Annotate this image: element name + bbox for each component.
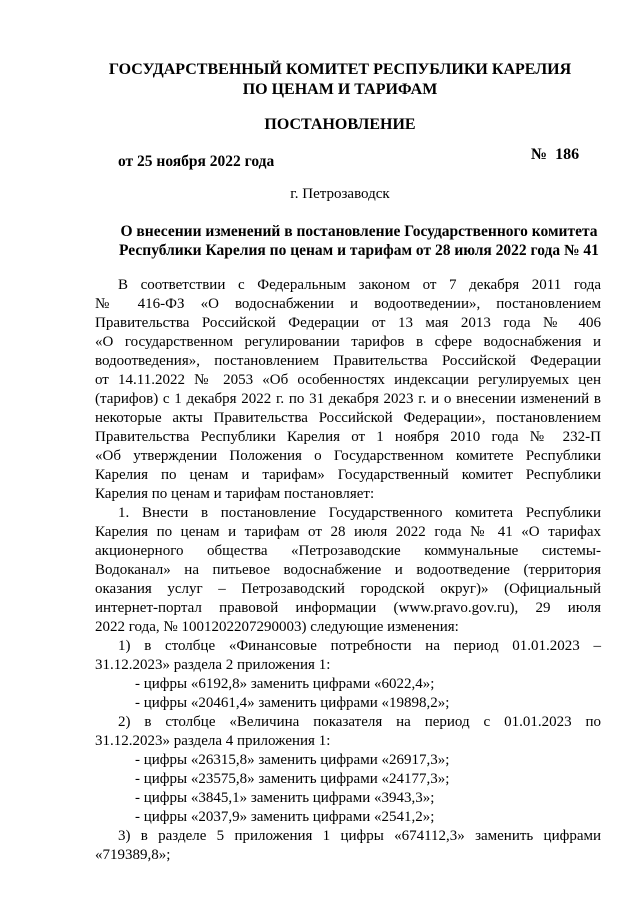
body-line: 31.12.2023» раздела 4 приложения 1: <box>95 733 331 749</box>
body-line: акционерного общества «Петрозаводские коммунальные системы- <box>95 543 601 559</box>
subject-line-1: О внесении изменений в постановление Государственного комитета <box>120 223 598 240</box>
document-number: № 186 <box>531 146 580 163</box>
body-line: (тарифов) с 1 декабря 2022 г. по 31 декабря 2023 г. и о внесении изменений в <box>95 391 601 407</box>
authority-line-1: ГОСУДАРСТВЕННЫЙ КОМИТЕТ РЕСПУБЛИКИ КАРЕЛИЯ <box>108 61 572 78</box>
body-line: от 14.11.2022 № 2053 «Об особенностях индексации регулируемых цен <box>95 372 601 388</box>
body-line: «Об утверждении Положения о Государственном комитете Республики <box>95 448 601 464</box>
body-line: Карелия по ценам и тарифам» Государственный комитет Республики <box>95 467 601 483</box>
body-line: 31.12.2023» раздела 2 приложения 1: <box>95 657 331 673</box>
body-line: Карелия по ценам и тарифам от 28 июля 2022 года № 41 «О тарифах <box>95 524 601 540</box>
body-line: оказания услуг – Петрозаводский городской округ)» (Официальный <box>95 581 601 597</box>
body-line: - цифры «2037,9» заменить цифрами «2541,2»; <box>135 809 435 825</box>
body-line: «О государственном регулировании тарифов в сфере водоснабжения и <box>95 334 601 350</box>
issuing-authority <box>60 60 620 100</box>
body-line: - цифры «26315,8» заменить цифрами «26917,3»; <box>135 752 450 768</box>
body-line: некоторые акты Правительства Российской Федерации», постановлением <box>95 410 601 426</box>
body-line: - цифры «23575,8» заменить цифрами «24177,3»; <box>135 771 450 787</box>
document-date: от 25 ноября 2022 года <box>118 153 275 170</box>
body-line: Правительства Республики Карелия от 1 ноября 2010 года № 232-П <box>95 429 601 445</box>
body-line: интернет-портал правовой информации (www.pravo.gov.ru), 29 июля <box>95 600 601 616</box>
body-line: Водоканал» на питьевое водоснабжение и водоотведение (территория <box>95 562 601 578</box>
subject-line-2: Республики Карелия по ценам и тарифам от 28 июля 2022 года № 41 <box>119 242 599 259</box>
body-line: Правительства Российской Федерации от 13 мая 2013 года № 406 <box>95 315 601 331</box>
body-line: - цифры «20461,4» заменить цифрами «19898,2»; <box>135 695 450 711</box>
body-line: - цифры «3845,1» заменить цифрами «3943,3»; <box>135 790 435 806</box>
body-line: 1. Внести в постановление Государственного комитета Республики <box>118 505 601 521</box>
body-line: Карелия по ценам и тарифам постановляет: <box>95 486 375 502</box>
authority-line-2: ПО ЦЕНАМ И ТАРИФАМ <box>242 81 438 98</box>
body-line: № 416-ФЗ «О водоснабжении и водоотведении», постановлением <box>95 296 601 312</box>
document-subject <box>98 222 620 260</box>
body-line: В соответствии с Федеральным законом от 7 декабря 2011 года <box>118 277 601 293</box>
body-line: 1) в столбце «Финансовые потребности на период 01.01.2023 – <box>118 638 601 654</box>
document-type: ПОСТАНОВЛЕНИЕ <box>264 116 416 133</box>
body-line: водоотведения», постановлением Правительства Российской Федерации <box>95 353 601 369</box>
body-line: «719389,8»; <box>95 847 171 863</box>
body-line: 2022 года, № 1001202207290003) следующие изменения: <box>95 619 459 635</box>
document-city: г. Петрозаводск <box>290 186 390 202</box>
body-line: - цифры «6192,8» заменить цифрами «6022,4»; <box>135 676 435 692</box>
body-line: 2) в столбце «Величина показателя на период с 01.01.2023 по <box>118 714 601 730</box>
body-line: 3) в разделе 5 приложения 1 цифры «674112,3» заменить цифрами <box>118 828 601 844</box>
